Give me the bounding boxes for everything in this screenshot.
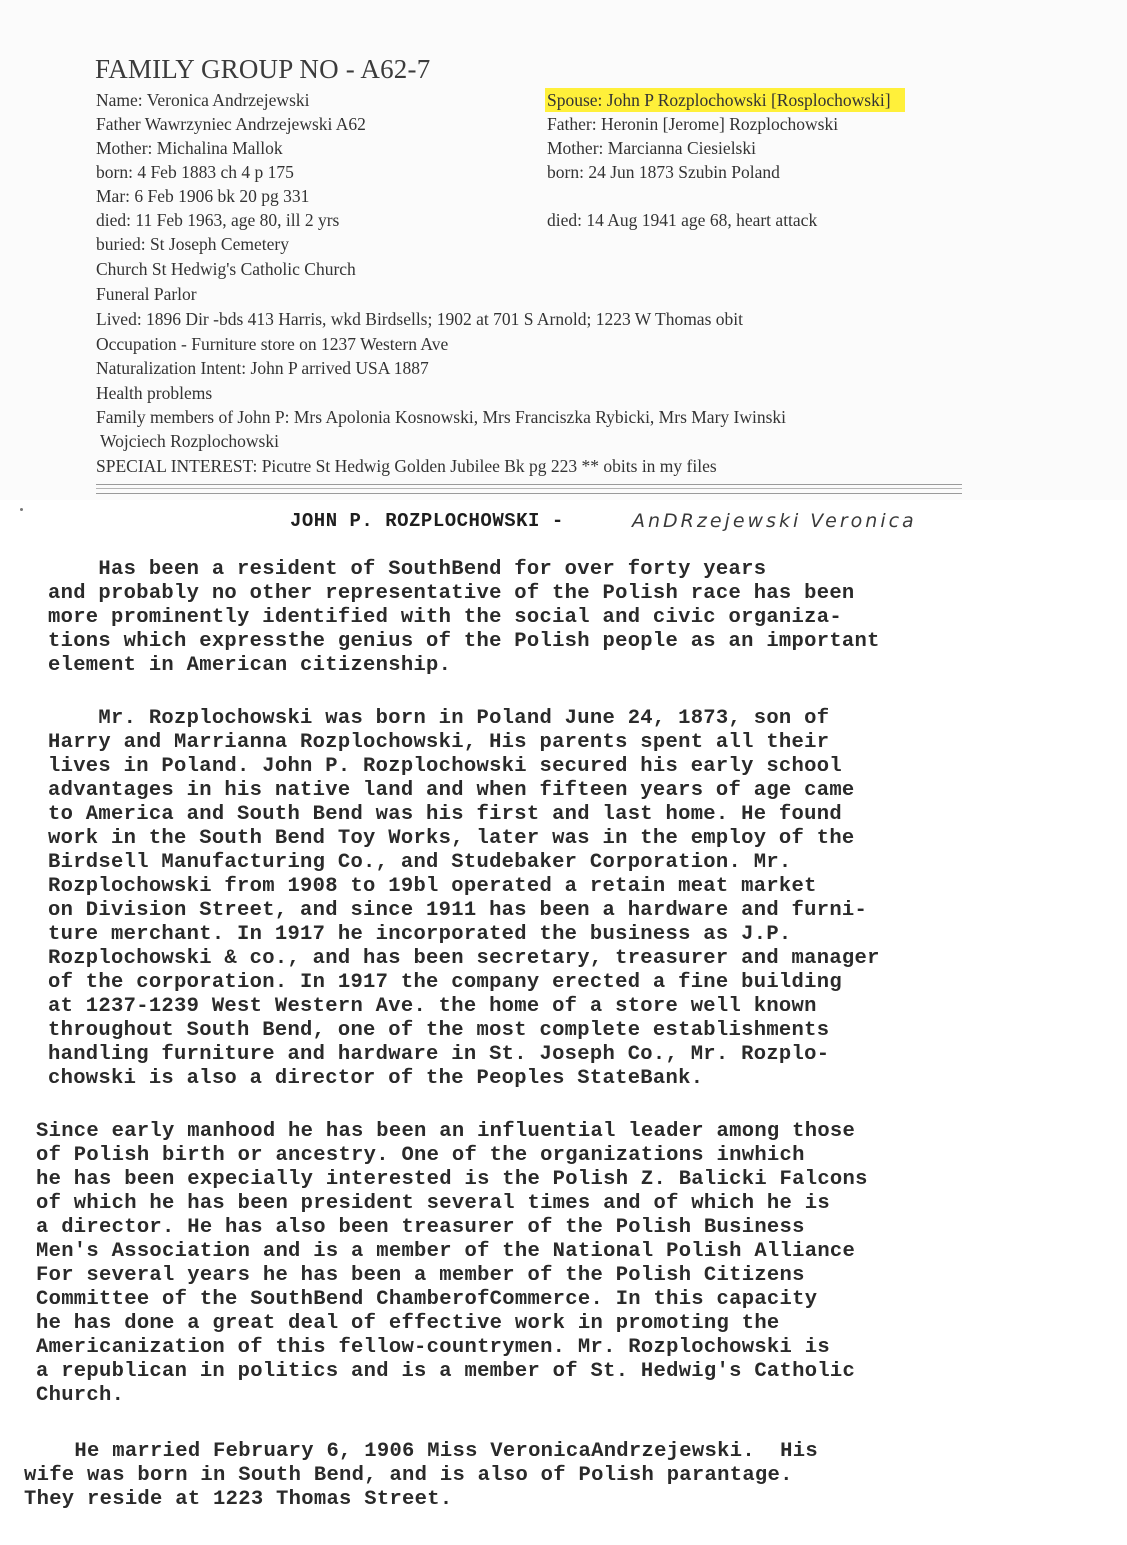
text-line: Mr. Rozplochowski was born in Poland June 24, 1873, son of [48,707,830,730]
text-line: on Division Street, and since 1911 has been a hardware and furni- [48,899,868,922]
text-line: of which he has been president several times and of which he is [36,1192,830,1215]
double-divider [96,484,962,494]
spouse-highlight: Spouse: John P Rozplochowski [Rosplochowski] [547,90,903,110]
family-members-field: Family members of John P: Mrs Apolonia Kosnowski, Mrs Franciszka Rybicki, Mrs Mary Iwinski [96,407,787,427]
mother-field: Mother: Michalina Mallok [96,138,283,158]
text-line: They reside at 1223 Thomas Street. [24,1488,453,1511]
text-line: more prominently identified with the social and civic organiza- [48,606,842,629]
health-field: Health problems [96,383,213,403]
clipping-heading: JOHN P. ROZPLOCHOWSKI - [290,510,564,532]
text-line: he has done a great deal of effective work in promoting the [36,1312,780,1335]
text-line: For several years he has been a member of the Polish Citizens [36,1264,805,1287]
spouse-died-field: died: 14 Aug 1941 age 68, heart attack [547,210,818,230]
occupation-field: Occupation - Furniture store on 1237 Western Ave [96,334,449,354]
spouse-field [547,90,903,111]
text-line: lives in Poland. John P. Rozplochowski secured his early school [48,755,842,778]
text-line: of the corporation. In 1917 the company erected a fine building [48,971,842,994]
father-field: Father Wawrzyniec Andrzejewski A62 [96,114,366,134]
name-field: Name: Veronica Andrzejewski [96,90,310,110]
text-line: and probably no other representative of the Polish race has been [48,582,855,605]
naturalization-field: Naturalization Intent: John P arrived USA 1887 [96,358,429,378]
text-line: advantages in his native land and when fifteen years of age came [48,779,855,802]
born-field: born: 4 Feb 1883 ch 4 p 175 [96,162,294,182]
handwritten-note: AnDRzejewski Veronica [632,510,917,532]
text-line: at 1237-1239 West Western Ave. the home of a store well known [48,995,817,1018]
lived-field: Lived: 1896 Dir -bds 413 Harris, wkd Birdsells; 1902 at 701 S Arnold; 1223 W Thomas obit [96,309,743,329]
text-line: Committee of the SouthBend ChamberofCommerce. In this capacity [36,1288,818,1311]
text-line: Men's Association and is a member of the National Polish Alliance [36,1240,856,1263]
text-line: Birdsell Manufacturing Co., and Studebaker Corporation. Mr. [48,851,792,874]
text-line: tions which expressthe genius of the Polish people as an important [48,630,880,653]
spouse-father-field: Father: Heronin [Jerome] Rozplochowski [547,114,839,134]
family-members-continued: Wojciech Rozplochowski [96,431,279,451]
text-line: Rozplochowski & co., and has been secretary, treasurer and manager [48,947,880,970]
scan-speck [20,508,23,511]
text-line: He married February 6, 1906 Miss VeronicaAndrzejewski. His [24,1440,818,1463]
family-group-title: FAMILY GROUP NO - A62-7 [95,54,431,84]
text-line: a director. He has also been treasurer of the Polish Business [36,1216,805,1239]
spouse-born-field: born: 24 Jun 1873 Szubin Poland [547,162,780,182]
text-line: throughout South Bend, one of the most complete establishments [48,1019,830,1042]
text-line: wife was born in South Bend, and is also of Polish parantage. [24,1464,793,1487]
text-line: ture merchant. In 1917 he incorporated the business as J.P. [48,923,792,946]
text-line: Rozplochowski from 1908 to 19bl operated a retain meat market [48,875,817,898]
church-field: Church St Hedwig's Catholic Church [96,259,356,279]
text-line: of Polish birth or ancestry. One of the organizations inwhich [36,1144,805,1167]
text-line: element in American citizenship. [48,654,452,677]
marriage-field: Mar: 6 Feb 1906 bk 20 pg 331 [96,186,310,206]
funeral-parlor-field: Funeral Parlor [96,284,197,304]
text-line: to America and South Bend was his first and last home. He found [48,803,842,826]
text-line: a republican in politics and is a member of St. Hedwig's Catholic [36,1360,856,1383]
buried-field: buried: St Joseph Cemetery [96,234,289,254]
special-interest-field: SPECIAL INTEREST: Picutre St Hedwig Golden Jubilee Bk pg 223 ** obits in my files [96,456,717,476]
text-line: chowski is also a director of the Peoples StateBank. [48,1067,704,1090]
text-line: work in the South Bend Toy Works, later was in the employ of the [48,827,855,850]
text-line: Harry and Marrianna Rozplochowski, His parents spent all their [48,731,830,754]
text-line: Has been a resident of SouthBend for over forty years [48,558,767,581]
family-group-sheet [0,0,1127,500]
spouse-mother-field: Mother: Marcianna Ciesielski [547,138,756,158]
text-line: Since early manhood he has been an influential leader among those [36,1120,856,1143]
text-line: he has been expecially interested is the Polish Z. Balicki Falcons [36,1168,868,1191]
died-field: died: 11 Feb 1963, age 80, ill 2 yrs [96,210,340,230]
newspaper-clipping [0,500,1127,1545]
text-line: Americanization of this fellow-countrymen. Mr. Rozplochowski is [36,1336,830,1359]
text-line: handling furniture and hardware in St. Joseph Co., Mr. Rozplo- [48,1043,830,1066]
text-line: Church. [36,1384,125,1407]
